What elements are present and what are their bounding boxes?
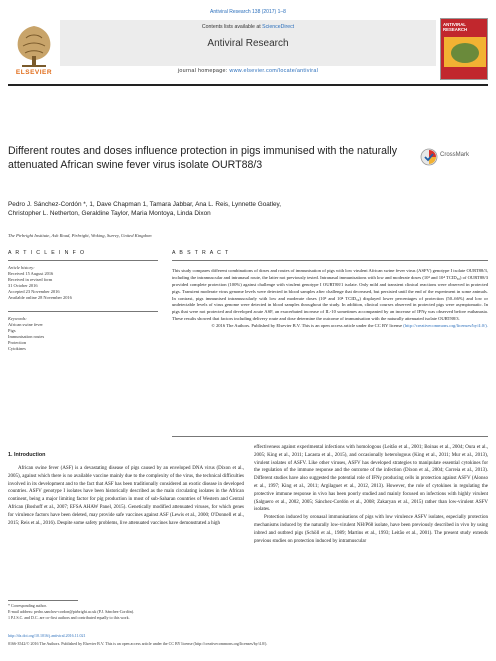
footnotes bbox=[8, 603, 244, 621]
crossmark-badge[interactable] bbox=[420, 148, 490, 166]
footnote-rule bbox=[8, 600, 78, 601]
article-info-rule bbox=[8, 260, 158, 261]
equal-contribution-note: 1 P.J.S.C. and D.C. are co-first authors and contributed equally to this work. bbox=[8, 615, 130, 620]
contents-prefix: Contents lists available at bbox=[201, 24, 263, 30]
contents-lists-line bbox=[60, 24, 436, 30]
journal-cover-thumbnail bbox=[440, 18, 488, 80]
history-item: Received in revised form bbox=[8, 277, 53, 283]
abstract-copyright bbox=[172, 323, 488, 330]
keyword-item: Protection bbox=[8, 340, 27, 346]
history-label: Article history: bbox=[8, 265, 35, 270]
article-history bbox=[8, 265, 158, 301]
abstract-heading: A B S T R A C T bbox=[172, 250, 230, 256]
history-item: Accepted 23 November 2016 bbox=[8, 289, 60, 295]
introduction-heading: 1. Introduction bbox=[8, 452, 46, 458]
affiliation: The Pirbright Institute, Ash Road, Pirbright, Woking, Surrey, United Kingdom bbox=[8, 233, 152, 238]
keyword-item: Cytokines bbox=[8, 346, 26, 352]
journal-title: Antiviral Research bbox=[207, 38, 289, 49]
header-divider bbox=[8, 84, 488, 86]
homepage-link[interactable]: www.elsevier.com/locate/antiviral bbox=[229, 68, 319, 74]
abstract-body bbox=[172, 268, 488, 330]
intro-paragraph: Protection induced by oronasal immunisations of pigs with low virulence ASFV isolates, especially protection mechanisms induced by the naturally low-virulent NH/P68 isolate, have been previously described in vivo by using inbred and outbred pigs (Schöll et al., 1989; Martins et al., 1993; Leitão et al., 2001). The present study extends previous studies on protection induced by intramuscular bbox=[254, 515, 488, 544]
cover-art-detail bbox=[451, 43, 479, 63]
elsevier-tree-logo bbox=[8, 20, 60, 70]
journal-homepage-line bbox=[60, 68, 436, 74]
keywords-label: Keywords: bbox=[8, 316, 27, 321]
history-item: Available online 28 November 2016 bbox=[8, 295, 72, 301]
article-title: Different routes and doses influence protection in pigs immunised with the naturally attenuated African swine fever virus isolate OURT88/3 bbox=[8, 145, 398, 171]
homepage-prefix: journal homepage: bbox=[177, 68, 230, 74]
intro-paragraph: effectiveness against experimental infections with homologous (Leitão et al., 2001; Boinas et al., 2004; Oura et al., 2005; King et al., 2011; Lacasta et al., 2015), and occasionally heterologous (King et al., 2011; Mur et al., 2013), virulent isolates of ASFV. Like other viruses, ASFV has developed strategies to manipulate essential cytokines for the regulation of the immune response and the outcome of the infection (Dixon et al., 2004; Correia et al., 2013). Different studies have also suggested the potential role of IFNγ producing cells in protection against ASFV (Alonso et al., 1997; King et al., 2011; Argilaguet et al., 2012, 2013). However, the role of cytokines in regulating the protective immune response in vivo has been poorly studied and mainly focused on infections with highly virulent (Salguero et al., 2002, 2005; Sánchez-Cordón et al., 2008; Zakaryan et al., 2015) rather than low-virulent ASFV isolates. bbox=[254, 445, 488, 513]
keywords-rule bbox=[8, 311, 158, 312]
authors-line-1: Pedro J. Sánchez-Cordón *, 1, Dave Chapman 1, Tamara Jabbar, Ana L. Reis, Lynnette Goatley, bbox=[8, 201, 282, 208]
crossmark-icon bbox=[420, 148, 438, 166]
intro-right-column bbox=[254, 444, 488, 545]
journal-reference[interactable]: Antiviral Research 138 (2017) 1–8 bbox=[210, 9, 286, 15]
history-item: 31 October 2016 bbox=[8, 283, 38, 289]
abstract-copyright-text: © 2016 The Authors. Published by Elsevier B.V. This is an open access article under the CC BY license bbox=[211, 323, 403, 329]
abstract-text: This study compares different combinations of doses and routes of immunisation of pigs with low virulent African swine fever virus (ASFV) genotype I isolate OURT88/3, including the intramuscular and intranasal route, the latter not previously tested. Intranasal immunisations with low and moderate doses (10³ and 10⁴ TCID₅₀) of OURT88/3 provided complete protection (100%) against challenge with virulent genotype I OURT88/1 isolate. Only mild and transient clinical reactions were observed in protected pigs. Transient moderate virus genome levels were detected in blood samples after challenge that decreased, but persisted until the end of the experiment in some animals. In contrast, pigs immunised intramuscularly with low and moderate doses (10³ and 10⁴ TCID₅₀) displayed lower percentages of protection (50–66%) and low or undetectable levels of virus genome were detected in blood samples throughout the study. In addition, clinical courses observed in protected pigs were asymptomatic. In pigs that were not protected and developed acute ASF, an exacerbated increase of IL-10 sometimes accompanied by an increase of IFNγ was observed before euthanasia. These results showed that factors including delivery route and dose determine the outcome of immunisation with the naturally attenuated isolate OURT88/3. bbox=[172, 268, 488, 322]
intro-left-column bbox=[8, 465, 244, 527]
license-link[interactable]: (http://creativecommons.org/licenses/by/4.0/). bbox=[403, 323, 488, 329]
intro-paragraph: African swine fever (ASF) is a devastating disease of pigs caused by an enveloped DNA virus (Dixon et al., 2005), against which there is no available vaccine mainly due to the complexity of the virus, the technical difficulties involved in its development and to the fact that ASF has been traditionally considered an exotic disease in developed countries. ASFV genotype I isolates have been historically described as the main circulating isolates in the African continent, being a major limiting factor for pig production in most of sub-Saharan countries of Western and Central African (Boshoff et al., 2007; EFSA AHAW Panel, 2015). Genetically modified attenuated viruses, for which genes for virulence factors have been deleted, may provide safe vaccines against ASF (Lewis et al., 2000; O'Donnell et al., 2015; Reis et al., 2016). Despite some safety problems, live attenuated vaccines have demonstrated a high bbox=[8, 466, 244, 526]
history-item: Received 15 August 2016 bbox=[8, 271, 54, 277]
abstract-rule bbox=[172, 260, 488, 261]
doi-link[interactable]: http://dx.doi.org/10.1016/j.antiviral.2016.11.021 bbox=[8, 633, 86, 638]
abstract-bottom-rule bbox=[172, 436, 488, 437]
cover-title: ANTIVIRAL RESEARCH bbox=[443, 22, 468, 32]
keywords bbox=[8, 316, 158, 352]
keyword-item: African swine fever bbox=[8, 322, 43, 328]
author-list bbox=[8, 200, 488, 219]
publisher-name: ELSEVIER bbox=[15, 69, 53, 76]
crossmark-label: CrossMark bbox=[440, 152, 470, 158]
keyword-item: Immunisation routes bbox=[8, 334, 45, 340]
corresponding-author-note: * Corresponding author. bbox=[8, 603, 47, 608]
email-note[interactable]: E-mail address: pedro.sanchez-cordon@pirbright.ac.uk (P.J. Sánchez-Cordón). bbox=[8, 609, 135, 614]
keyword-item: Pigs bbox=[8, 328, 16, 334]
authors-line-2: Christopher L. Netherton, Geraldine Taylor, Maria Montoya, Linda Dixon bbox=[8, 210, 211, 218]
article-info-heading: A R T I C L E I N F O bbox=[8, 250, 86, 256]
sciencedirect-link[interactable]: ScienceDirect bbox=[262, 24, 295, 30]
footer-copyright: 0166-3542/© 2016 The Authors. Published by Elsevier B.V. This is an open access article under the CC BY license (http://creativecommons.org/licenses/by/4.0/). bbox=[8, 641, 268, 646]
